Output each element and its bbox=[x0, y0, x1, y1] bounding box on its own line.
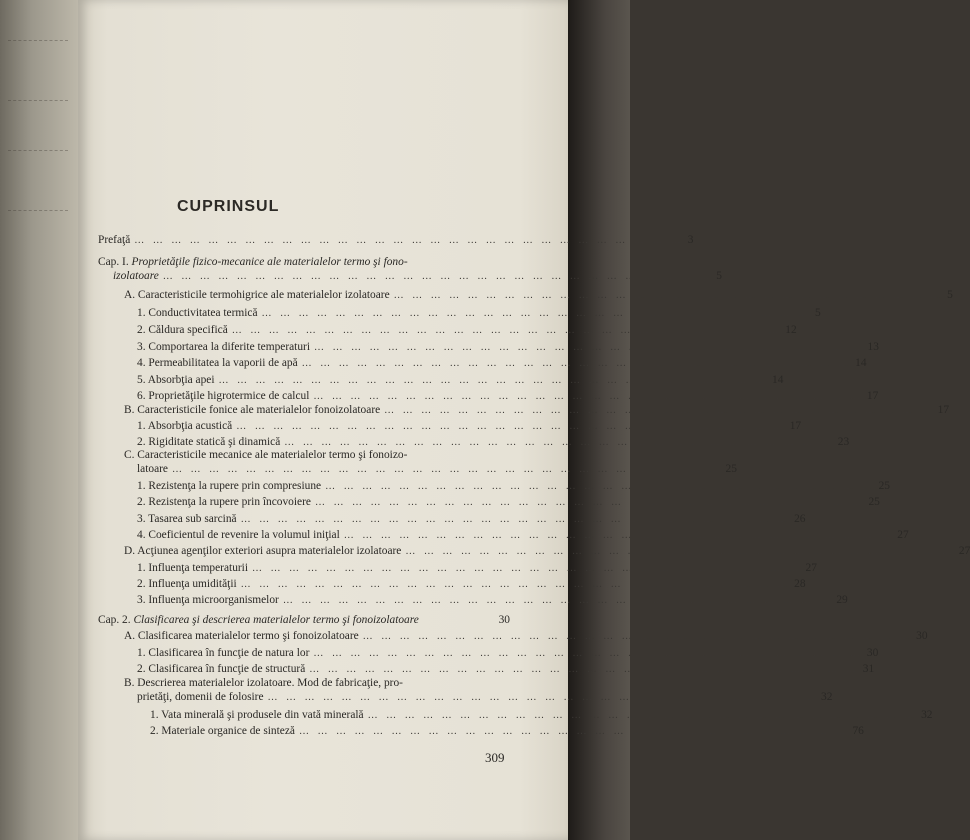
dot-leader: … … … … … … … … … … … … … … … … … … … … … … … … … … … … … … bbox=[343, 530, 894, 541]
toc-entry-title bbox=[137, 419, 232, 433]
toc-entry bbox=[137, 646, 879, 661]
toc-title-part: 3. Comportarea la diferite temperaturi bbox=[137, 341, 311, 353]
dot-leader: … … … … … … … … … … … … … … … … … … … … … … … … … … … … … … bbox=[309, 664, 859, 675]
dot-leader: … … … … … … … … … … … … … … … … … … … … … … … … … … … … … … bbox=[298, 726, 849, 737]
toc-page-number: 5 bbox=[947, 289, 953, 301]
toc-title-part: B. Descrierea materialelor izolatoare. Mod de fabricaţie, pro- bbox=[124, 677, 403, 689]
toc-entry-title bbox=[137, 528, 340, 542]
toc-entry-title bbox=[124, 544, 401, 558]
toc-title-part: Clasificarea şi descrierea materialelor termo şi fonoizolatoare bbox=[133, 614, 419, 626]
toc-title-part: 3. Influenţa microorganismelor bbox=[137, 594, 279, 606]
dot-leader: … … … … … … … … … … … … … … … … … … … … … … … … … … … … … … bbox=[367, 710, 918, 721]
toc-title-part: Proprietăţile fizico-mecanice ale materialelor termo şi fono- bbox=[131, 256, 408, 268]
toc-title-part: 6. Proprietăţile higrotermice de calcul bbox=[137, 390, 310, 402]
toc-entry-title bbox=[137, 340, 310, 354]
toc-entry bbox=[137, 373, 784, 388]
toc-entry-title bbox=[137, 462, 168, 476]
toc-entry bbox=[137, 662, 875, 677]
dot-leader: … … … … … … … … … … … … … … … … … … … … … … … … … … … … … … bbox=[325, 481, 875, 492]
toc-page-number: 30 bbox=[498, 614, 510, 626]
toc-entry-title bbox=[137, 646, 309, 660]
toc-entry bbox=[98, 233, 694, 248]
toc-entry bbox=[137, 340, 879, 355]
dot-leader: … … … … … … … … … … … … … … … … … … … … … … … … … … … … … … bbox=[362, 631, 913, 642]
toc-page-number: 13 bbox=[867, 341, 879, 353]
toc-entry-title bbox=[137, 323, 228, 337]
dot-leader: … … … … … … … … … … … … … … … … … … … … … … … … … … … … … … bbox=[314, 342, 864, 353]
toc-entry bbox=[124, 629, 928, 644]
dot-leader: … … … … … … … … … … … … … … … … … … … … … … … … … … … … … … bbox=[240, 514, 791, 525]
toc-title-part: Cap. 2. bbox=[98, 614, 134, 626]
toc-entry bbox=[137, 479, 890, 494]
toc-entry-title bbox=[137, 662, 305, 676]
toc-page-number: 28 bbox=[794, 578, 806, 590]
toc-entry-title bbox=[137, 593, 279, 607]
toc-page-number: 17 bbox=[789, 420, 802, 432]
toc-page-number: 31 bbox=[862, 663, 875, 675]
toc-title-part: A. Caracteristicile termohigrice ale materialelor izolatoare bbox=[124, 289, 390, 301]
dot-leader: … … … … … … … … … … … … … … … … … … … … … … … … … … … … … … bbox=[240, 579, 791, 590]
toc-page-number: 14 bbox=[772, 374, 784, 386]
toc-entry bbox=[113, 269, 722, 284]
dot-leader: … … … … … … … … … … … … … … … … … … … … … … … … … … … … … … bbox=[301, 358, 852, 369]
toc-title-part: 2. Căldura specifică bbox=[137, 324, 228, 336]
toc-title-part: B. Caracteristicile fonice ale materialelor fonoizolatoare bbox=[124, 404, 381, 416]
toc-entry bbox=[137, 389, 879, 404]
toc-page-number: 29 bbox=[836, 594, 848, 606]
dot-leader: … … … … … … … … … … … … … … … … … … … … … … … … … … … … … … bbox=[314, 497, 865, 508]
toc-title-part: 2. Influenţa umidităţii bbox=[137, 578, 237, 590]
toc-entry bbox=[137, 306, 821, 321]
toc-page-number: 30 bbox=[866, 647, 879, 659]
toc-entry bbox=[137, 577, 806, 592]
toc-entry-title bbox=[137, 690, 264, 704]
dot-leader: … … … … … … … … … … … … … … … … … … … … … … … … … … … … … … bbox=[284, 437, 834, 448]
dot-leader: … … … … … … … … … … … … … … … … … … … … … … … … … … … … … … bbox=[134, 235, 684, 246]
page-number: 309 bbox=[485, 750, 505, 765]
page-heading: CUPRINSUL bbox=[177, 198, 280, 215]
toc-entry-title bbox=[137, 561, 248, 575]
toc-title-part: prietăţi, domenii de folosire bbox=[137, 691, 264, 703]
toc-title-part: Cap. I. bbox=[98, 256, 132, 268]
toc-title-part: 1. Influenţa temperaturii bbox=[137, 562, 249, 574]
toc-entry-title bbox=[137, 356, 298, 370]
toc-page-number: 32 bbox=[821, 691, 833, 703]
toc-entry bbox=[150, 708, 933, 723]
toc-page-number: 25 bbox=[868, 496, 880, 508]
toc-title-part: 5. Absorbţia apei bbox=[137, 374, 215, 386]
dot-leader: … … … … … … … … … … … … … … … … … … … … … … … … … … … … … … bbox=[313, 391, 863, 402]
toc-entry-title bbox=[113, 269, 159, 283]
toc-entry bbox=[137, 512, 806, 527]
toc-entry bbox=[137, 495, 880, 510]
toc-page-number: 5 bbox=[815, 307, 821, 319]
toc-title-part: 4. Permeabilitatea la vaporii de apă bbox=[137, 357, 298, 369]
toc-page-number: 30 bbox=[916, 630, 928, 642]
toc-entry-title bbox=[124, 288, 390, 302]
toc-page-number: 3 bbox=[687, 234, 694, 246]
toc-entry-title bbox=[150, 724, 295, 738]
toc-entry-title bbox=[137, 479, 321, 493]
toc-entry-title bbox=[137, 389, 309, 403]
dot-leader: … … … … … … … … … … … … … … … … … … … … … … … … … … … … … … bbox=[405, 546, 955, 557]
toc-page-number: 23 bbox=[837, 436, 850, 448]
toc-page-number: 27 bbox=[958, 545, 970, 557]
toc-title-part: 2. Rezistenţa la rupere prin încovoiere bbox=[137, 496, 311, 508]
toc-page-number: 5 bbox=[716, 270, 722, 282]
toc-entry-title bbox=[137, 306, 258, 320]
toc-entry bbox=[137, 690, 833, 705]
toc-page-number: 17 bbox=[866, 390, 879, 402]
toc-entry bbox=[98, 613, 510, 627]
toc-entry-title bbox=[137, 435, 280, 449]
toc-entry-title bbox=[137, 512, 237, 526]
toc-title-part: 1. Vata minerală şi produsele din vată minerală bbox=[150, 709, 364, 721]
dot-leader: … … … … … … … … … … … … … … … … … … … … … … … … … … … … … … bbox=[231, 325, 782, 336]
toc-title-part: izolatoare bbox=[113, 270, 159, 282]
toc-page-number: 25 bbox=[725, 463, 737, 475]
toc-title-part: 1. Clasificarea în funcţie de natura lor bbox=[137, 647, 310, 659]
toc-page-number: 26 bbox=[794, 513, 806, 525]
toc-page-number: 27 bbox=[805, 562, 817, 574]
toc-title-part: 3. Tasarea sub sarcină bbox=[137, 513, 237, 525]
toc-entry bbox=[150, 724, 864, 739]
toc-entry bbox=[137, 528, 909, 543]
toc-entry-title bbox=[124, 448, 407, 462]
toc-page-number: 27 bbox=[897, 529, 909, 541]
toc-entry bbox=[124, 544, 970, 559]
toc-title-part: 2. Clasificarea în funcţie de structură bbox=[137, 663, 306, 675]
toc-page-number: 76 bbox=[852, 725, 864, 737]
toc-entry bbox=[124, 448, 510, 462]
dot-leader: … … … … … … … … … … … … … … … … … … … … … … … … … … … … … … bbox=[267, 692, 818, 703]
toc-entry bbox=[137, 462, 737, 477]
toc-title-part: 2. Materiale organice de sinteză bbox=[150, 725, 295, 737]
toc-entry bbox=[137, 323, 797, 338]
toc-page-number: 12 bbox=[785, 324, 797, 336]
toc-entry-title bbox=[98, 613, 419, 627]
toc-page-number: 14 bbox=[855, 357, 867, 369]
toc-entry bbox=[124, 676, 510, 690]
toc-page-number: 17 bbox=[937, 404, 950, 416]
toc-title-part: 1. Rezistenţa la rupere prin compresiune bbox=[137, 480, 322, 492]
toc-title-part: 1. Absorbţia acustică bbox=[137, 420, 233, 432]
toc-entry bbox=[124, 288, 953, 303]
dot-leader: … … … … … … … … … … … … … … … … … … … … … … … … … … … … … … bbox=[252, 563, 802, 574]
toc-title-part: D. Acţiunea agenţilor exteriori asupra materialelor izolatoare bbox=[124, 545, 402, 557]
toc-entry-title bbox=[124, 403, 380, 417]
toc-entry bbox=[137, 419, 802, 434]
dot-leader: … … … … … … … … … … … … … … … … … … … … … … … … … … … … … … bbox=[313, 648, 863, 659]
toc-title-part: Prefaţă bbox=[98, 234, 131, 246]
dot-leader: … … … … … … … … … … … … … … … … … … … … … … … … … … … … … … bbox=[384, 405, 934, 416]
dot-leader: … … … … … … … … … … … … … … … … … … … … … … … … … … … … … … bbox=[261, 308, 812, 319]
toc-entry-title bbox=[98, 233, 130, 247]
toc-entry-title bbox=[98, 255, 408, 269]
toc-title-part: latoare bbox=[137, 463, 168, 475]
dot-leader: … … … … … … … … … … … … … … … … … … … … … … … … … … … … … … bbox=[162, 271, 713, 282]
toc-entry bbox=[137, 561, 817, 576]
toc-entry-title bbox=[124, 676, 403, 690]
toc-page-number: 25 bbox=[878, 480, 890, 492]
toc-entry bbox=[124, 403, 950, 418]
toc-entry bbox=[137, 593, 848, 608]
toc-entry bbox=[137, 356, 867, 371]
dot-leader: … … … … … … … … … … … … … … … … … … … … … … … … … … … … … … bbox=[218, 375, 769, 386]
dot-leader: … … … … … … … … … … … … … … … … … … … … … … … … … … … … … … bbox=[236, 421, 786, 432]
dot-leader: … … … … … … … … … … … … … … … … … … … … … … … … … … … … … … bbox=[172, 464, 722, 475]
toc-title-part: A. Clasificarea materialelor termo şi fonoizolatoare bbox=[124, 630, 359, 642]
toc-entry-title bbox=[124, 629, 359, 643]
toc-title-part: C. Caracteristicile mecanice ale materialelor termo şi fonoizo- bbox=[124, 449, 408, 461]
toc-entry-title bbox=[137, 373, 215, 387]
toc-entry-title bbox=[137, 577, 237, 591]
toc-page-number: 32 bbox=[921, 709, 933, 721]
toc-title-part: 2. Rigiditate statică şi dinamică bbox=[137, 436, 281, 448]
dot-leader: … … … … … … … … … … … … … … … … … … … … … … … … … … … … … … bbox=[282, 595, 833, 606]
toc-entry bbox=[98, 255, 510, 269]
toc-title-part: 1. Conductivitatea termică bbox=[137, 307, 258, 319]
toc-entry-title bbox=[137, 495, 311, 509]
dot-leader: … … … … … … … … … … … … … … … … … … … … … … … … … … … … … … bbox=[393, 290, 944, 301]
toc-entry-title bbox=[150, 708, 364, 722]
toc-title-part: 4. Coeficientul de revenire la volumul iniţial bbox=[137, 529, 340, 541]
